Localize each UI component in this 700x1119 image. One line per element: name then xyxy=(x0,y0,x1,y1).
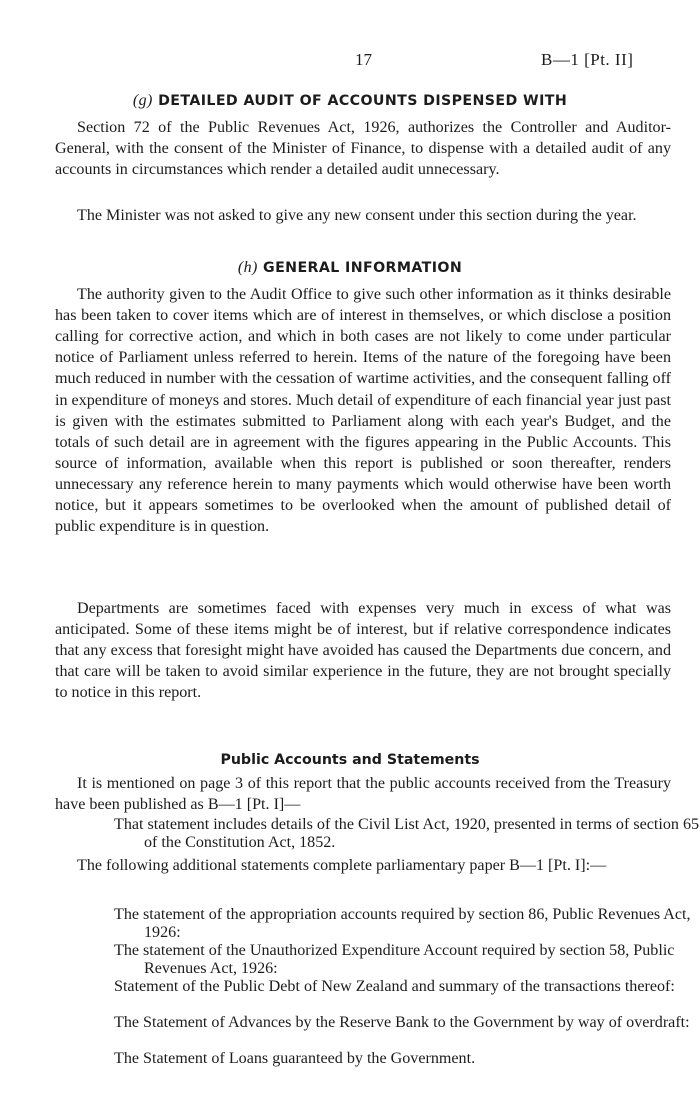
statement-item-4: The Statement of Advances by the Reserve Bank to the Government by way of overdraft: xyxy=(114,1014,690,1032)
page-number: 17 xyxy=(355,50,372,69)
document-reference: B—1 [Pt. II] xyxy=(541,50,634,69)
section-h-title: GENERAL INFORMATION xyxy=(263,260,463,276)
section-h-paragraph-1: The authority given to the Audit Office to give such other information as it thinks desirable has been taken to cover items which are of interest in themselves, or which disclose a position calling for corrective action, and which in both cases are not likely to come under particular notice of Parliament unless referred to herein. Items of the nature of the foregoing have been much reduced in number with the cessation of wartime activities, and the consequent falling off in expenditure of moneys and stores. Much detail of expenditure of each financial year just past is given with the estimates submitted to Parliament along with each year's Budget, and the totals of such detail are in agreement with the figures appearing in the Public Accounts. This source of information, available when this report is published or soon thereafter, renders unnecessary any reference herein to many payments which would otherwise have been worth notice, but it appears sometimes to be overlooked when the amount of published detail of public expenditure is in question. xyxy=(55,286,671,536)
section-g-letter: (g) xyxy=(132,92,153,109)
section-g-paragraph-2: The Minister was not asked to give any new consent under this section during the year. xyxy=(77,207,637,225)
statement-item-5: The Statement of Loans guaranteed by the Government. xyxy=(114,1050,476,1068)
section-g-heading xyxy=(0,92,700,110)
public-accounts-intro-item: That statement includes details of the Civil List Act, 1920, presented in terms of section 65 of the Constitution Act, 1852. xyxy=(114,816,700,852)
section-h-paragraph-2: Departments are sometimes faced with expenses very much in excess of what was anticipated. Some of these items might be of interest, but if relative correspondence indicates that any excess that foresight might have avoided has caused the Departments due concern, and that care will be taken to avoid similar experience in the future, they are not brought specially to notice in this report. xyxy=(55,600,671,702)
page-header xyxy=(0,50,700,74)
additional-statements-intro: The following additional statements complete parliamentary paper B—1 [Pt. I]:— xyxy=(77,857,607,875)
statement-item-3: Statement of the Public Debt of New Zealand and summary of the transactions thereof: xyxy=(114,978,675,996)
public-accounts-heading: Public Accounts and Statements xyxy=(220,752,480,768)
section-g-title: DETAILED AUDIT OF ACCOUNTS DISPENSED WITH xyxy=(158,93,568,109)
section-g-paragraph-1: Section 72 of the Public Revenues Act, 1926, authorizes the Controller and Auditor-General, with the consent of the Minister of Finance, to dispense with a detailed audit of any accounts in circumstances which render a detailed audit unnecessary. xyxy=(55,119,671,179)
public-accounts-intro: It is mentioned on page 3 of this report that the public accounts received from the Treasury have been published as B—1 [Pt. I]— xyxy=(55,775,671,814)
section-h-letter: (h) xyxy=(237,259,258,276)
section-h-heading xyxy=(0,259,700,277)
statement-item-1: The statement of the appropriation accounts required by section 86, Public Revenues Act, 1926: xyxy=(114,906,691,942)
statement-item-2: The statement of the Unauthorized Expenditure Account required by section 58, Public Revenues Act, 1926: xyxy=(114,942,675,978)
